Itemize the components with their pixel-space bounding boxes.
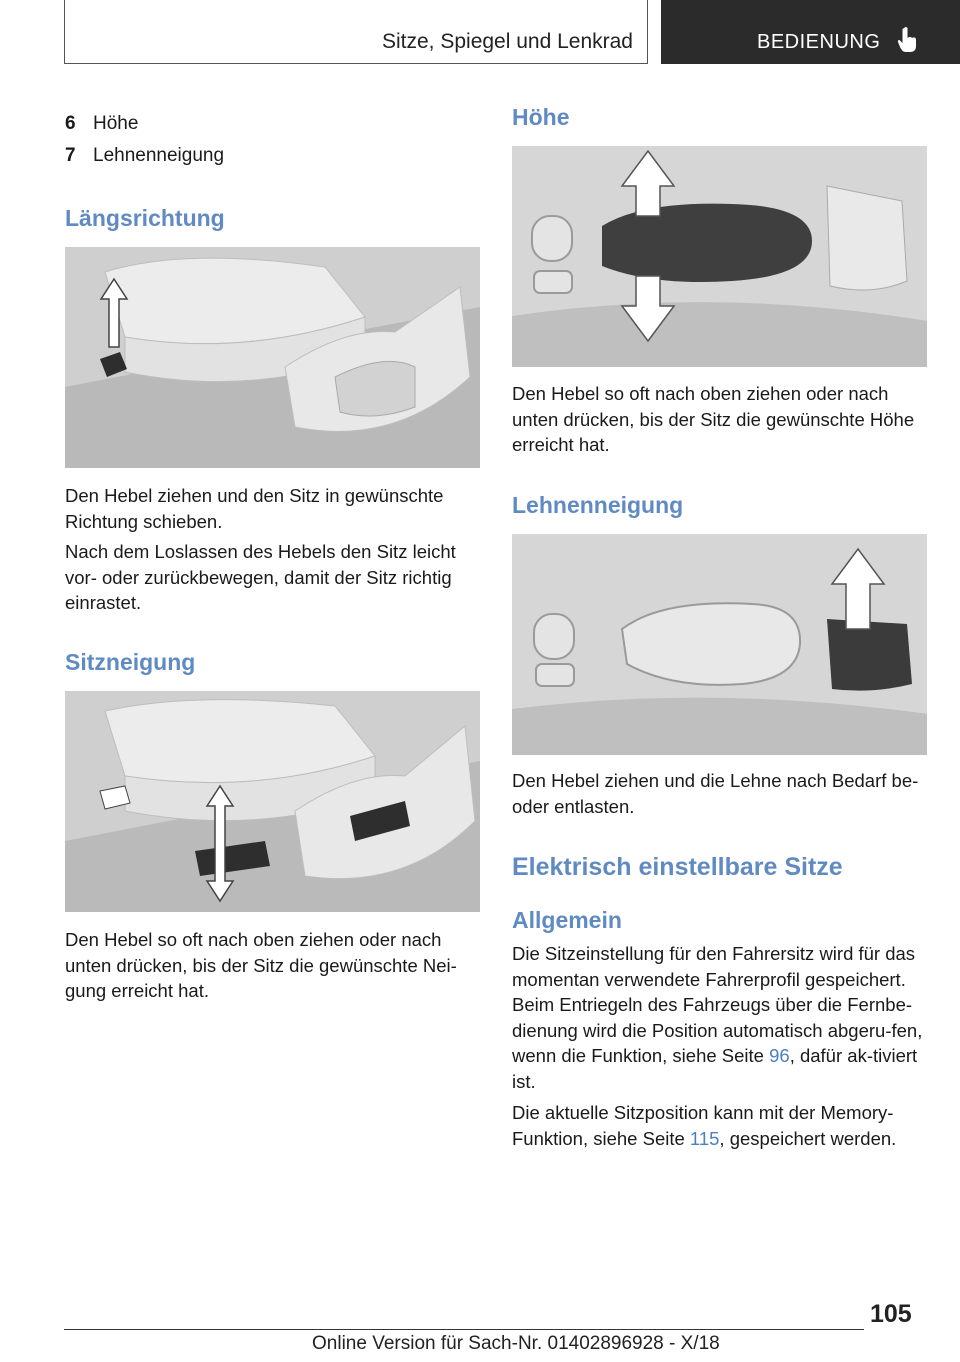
heading-elektrisch: Elektrisch einstellbare Sitze <box>512 853 843 881</box>
page-link-115[interactable]: 115 <box>689 1127 720 1149</box>
paragraph-allgemein <box>512 941 930 1094</box>
paragraph: Den Hebel ziehen und die Lehne nach Bedarf be- oder entlasten. <box>512 770 919 817</box>
item-number: 6 <box>65 113 76 134</box>
heading-allgemein: Allgemein <box>512 907 622 933</box>
paragraph: Den Hebel ziehen und den Sitz in gewünschte Richtung schieben. <box>65 485 444 532</box>
seat-tilt-photo <box>65 691 480 912</box>
heading-hoehe: Höhe <box>512 104 570 130</box>
seat-fore-aft-photo <box>65 247 480 468</box>
footer-divider <box>64 1329 864 1330</box>
text-run: Die aktuelle Sitzposition kann mit der Memory-Funktion, siehe Seite <box>512 1102 894 1149</box>
paragraph: Den Hebel so oft nach oben ziehen oder nach unten drücken, bis der Sitz die gewünschte Nei‐gung erreicht hat. <box>65 929 457 1001</box>
chapter-title: BEDIENUNG <box>757 31 881 53</box>
heading-sitzneigung: Sitzneigung <box>65 649 196 675</box>
text-run: Die Sitzeinstellung für den Fahrersitz wird für das momentan verwendete Fahrerprofil gespeichert. Beim Entriegeln des Fahrzeugs über die Fernbe‐dienung wird die Position automatisch abgeru‐fen, wenn die Funktion, siehe Seite <box>512 943 923 1066</box>
page-number: 105 <box>870 1300 912 1328</box>
heading-laengsrichtung: Längsrichtung <box>65 205 225 231</box>
paragraph-memory <box>512 1100 930 1151</box>
backrest-recline-photo <box>512 534 927 755</box>
item-number: 7 <box>65 145 76 166</box>
online-version-footer: Online Version für Sach-Nr. 01402896928 - X/18 <box>312 1333 720 1354</box>
chapter-tab[interactable] <box>661 0 960 64</box>
pointing-hand-icon <box>897 26 919 59</box>
heading-lehnenneigung: Lehnenneigung <box>512 492 684 518</box>
text-run: , dafür ak‐tiviert ist. <box>512 1045 918 1092</box>
paragraph: Nach dem Loslassen des Hebels den Sitz leicht vor- oder zurückbewegen, damit der Sitz richtig einrastet. <box>65 541 456 613</box>
item-label: Höhe <box>93 113 139 134</box>
page-link-96[interactable]: 96 <box>769 1045 790 1066</box>
header-section-box <box>64 0 648 64</box>
seat-height-photo <box>512 146 927 367</box>
item-label: Lehnenneigung <box>93 145 225 166</box>
text-run: , gespeichert werden. <box>719 1127 897 1149</box>
section-title: Sitze, Spiegel und Lenkrad <box>381 30 633 53</box>
paragraph: Den Hebel so oft nach oben ziehen oder nach unten drücken, bis der Sitz die gewünschte Höhe erreicht hat. <box>512 383 915 455</box>
